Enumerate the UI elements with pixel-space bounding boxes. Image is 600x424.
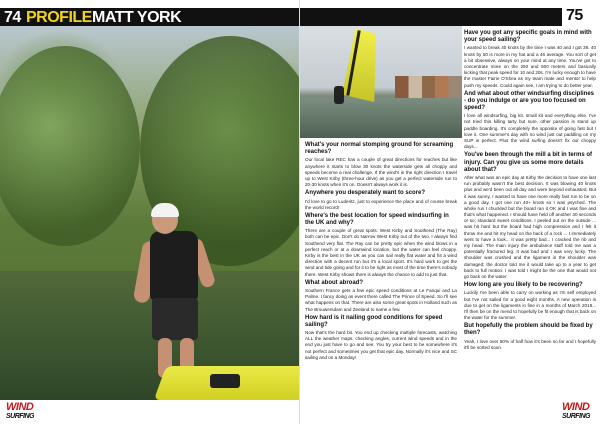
section-title: PROFILE [26,9,92,26]
qa-block: How hard is it nailing good conditions for speed sailing? Now that's the hard bit. You end up checking multiple forecasts, watching ALL the weather maps, checking angles, current wind speeds and in the end you just have to go and see. You try your best to be somewhere it's not perfect and sometimes you get that epic day. Normally it's nice and SC sailing and on a Monday! [305,314,457,360]
page-number-right: 75 [566,7,583,24]
right-page [300,0,600,424]
left-header-bar [0,8,300,26]
qa-block: Anywhere you desperately want to score? I'd love to go to Luderitz, just to experience the place and of course break the world record! [305,190,457,210]
right-footer [300,400,600,424]
magazine-logo-right: WIND SURFING [562,401,590,420]
magazine-logo-left: WIND SURFING [6,401,34,420]
interview-column-a [305,140,457,402]
qa-block: And what about other windsurfing disciplines - do you indulge or are you too focused on speed? I love all windsurfing, big kit, small kit and everything else. I've not tried this killing tarty but sure, other passion is stand up paddle boarding. It's completely the opposite of going fast but I love it. One summer's day with no wind just out paddling on my SUP is perfect. Plus the wind surfing doesn't fix our choppy days... [464,90,596,150]
qa-block: Have you got any specific goals in mind with your speed sailing? I wanted to break 40 knots by the time I was 40 and I got 38. 40 knots by 50 is more in my hat and a 46 average. You sort of get a bit obsessive, always on your mind at any time. You've got to concentrate more on the 250 and 500 meters and basically kicking that peak speed for 10 and 20s. I'm lucky enough to have the master Fairie O'Shea as my team mate and mentor to help push my speeds. Could again see, I am trying to do better year. [464,30,596,88]
left-footer [0,400,300,424]
profile-name: MATT YORK [92,9,182,26]
qa-block: What about abroad? Southern France gets a few epic speed conditions at Le Fanqui and La Palme. I fancy doing an event there called The Prince of Speed. So I'll see what happens on that. There are also some great spots in Holland such as The Brouwersdam and Zeeland to name a few. [305,279,457,312]
qa-block: But hopefully the problem should be fixed by then? Yeah, I love over 50% of half how it's been so far and I hopefully it'll be sorted soon. [464,323,596,350]
page-number-left: 74 [4,9,21,26]
qa-block: How long are you likely to be recovering? Luckily I've been able to carry on working as I'm self employed but I've not sailed for a good eight months. A new operation is due to get on the ligaments in fine in a months of March 2018... I'll then be on the mend to hopefully be fit enough that is back on the water for the summer. [464,282,596,321]
right-header-bar [300,8,562,26]
qa-block: Where's the best location for speed windsurfing in the UK and why? There are a couple of great spots: West Kirby and Southend (The Ray) both can be epic. Don't do Narrow West Kirby out of the two. I always find Southend very flat. The Ray can be pretty epic when the wind blows in a perfect reach or at a downwind location, but the water can feel choppy. Kirby is the best in the UK as you can sail really flat water and hit a wind direction with a decent run but it's a local sport. It's hard work to get the wind and tide going and for it to be right as most of the time there's nobody there. West Kirby shows there is always the chance to add to just that. [305,212,457,277]
windsurfing-action-photo [300,26,462,138]
qa-block: You've been through the mill a bit in terms of injury. Can you give us some more details about that? After what was an epic day at Kirby the decision to have one last run probably wasn't the best decision. It was blowing 40 knots plus and we'd been out all day and were beyond exhausted. But it was sunny, I wanted to have one more really fast run to be on a good day. I got one run 40+ knots so I was psyched. The whole run I chuckled but the board ran it OK and I was fine and that's what happened. I should have held off another 30 seconds or so; standard sweet conditions. I peeled out on the outside ... was hit hard but the board had high compression and I felt it throw me and hit my head on the back of a rock ... I immediately went to have a look... it was pretty bad... I cracked the rib and my head. The main injury the ambulance staff told me was a potentially fractured leg. It was bad and I was very lucky. The shoulder was crushed and the ligament in the shoulder was damaged; the doctor told me it would take up to a year to get back to full motion. I was told I might be the one that would not go back on the water. [464,152,596,279]
interview-column-b [464,28,596,402]
qa-block: What's your normal stomping ground for screaming reaches? Our local lake REC has a couple of great directions for reaches but like anywhere it starts to blow 30 knots the waterside gets all choppy and speeds become a real challenge. If the wind's in the right direction I travel up to West Kirby (three-hour drive) as you get a perfect waterside run to 20-30 knots when it's on. Doesn't always work it is. [305,142,457,188]
windsurfer-portrait-photo [0,26,300,400]
